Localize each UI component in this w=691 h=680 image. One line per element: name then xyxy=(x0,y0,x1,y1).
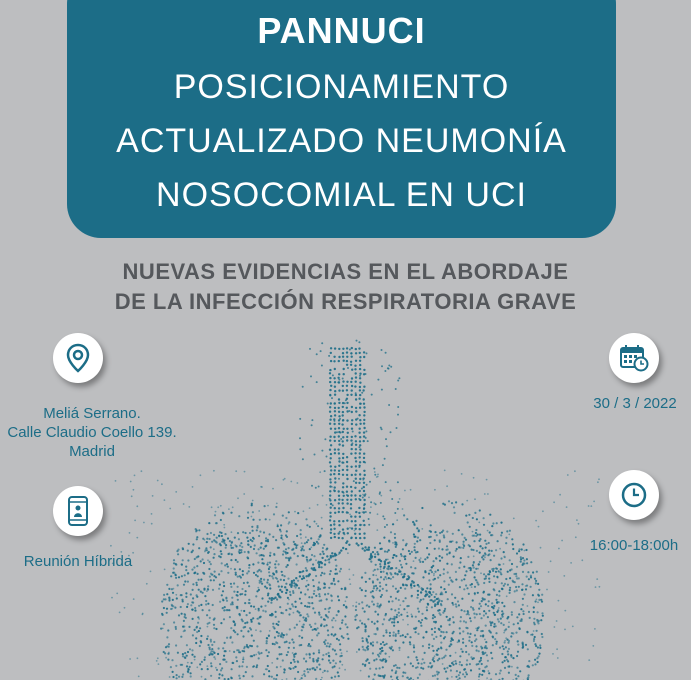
title-line-2: ACTUALIZADO NEUMONÍA xyxy=(116,122,567,160)
subtitle-line-1: NUEVAS EVIDENCIAS EN EL ABORDAJE xyxy=(122,259,569,284)
location-line-2: Calle Claudio Coello 139. xyxy=(7,424,177,441)
format-text: Reunión Híbrida xyxy=(23,553,133,570)
title-line-3: NOSOCOMIAL EN UCI xyxy=(156,176,527,214)
event-acronym: PANNUCI xyxy=(257,10,426,51)
time-icon-badge xyxy=(609,470,659,520)
location-text xyxy=(0,404,184,461)
smartphone-person-icon xyxy=(67,495,89,527)
calendar-clock-icon xyxy=(619,344,649,372)
map-pin-icon xyxy=(65,343,91,373)
location-icon-badge xyxy=(53,333,103,383)
title-banner xyxy=(67,0,616,238)
clock-icon xyxy=(620,481,648,509)
title-line-1: POSICIONAMIENTO xyxy=(173,68,510,106)
date-text: 30 / 3 / 2022 xyxy=(593,395,677,412)
location-line-1: Meliá Serrano. xyxy=(43,405,141,422)
subtitle-line-2: DE LA INFECCIÓN RESPIRATORIA GRAVE xyxy=(114,289,577,314)
lungs-illustration xyxy=(0,330,691,680)
date-icon-badge xyxy=(609,333,659,383)
location-line-3: Madrid xyxy=(69,443,115,460)
format-icon-badge xyxy=(53,486,103,536)
time-text: 16:00-18:00h xyxy=(589,537,679,554)
